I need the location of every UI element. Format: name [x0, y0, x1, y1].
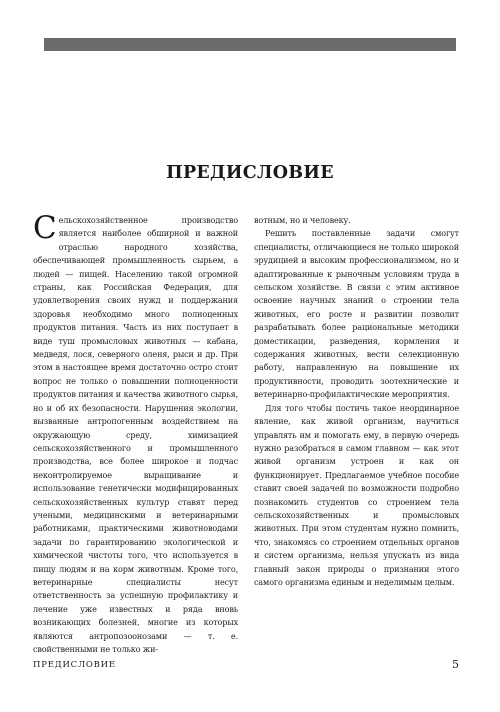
right-column: [254, 214, 459, 656]
page-footer: [33, 660, 459, 676]
left-column: [33, 210, 238, 656]
paragraph: Для того чтобы постичь такое неординарное явление, как живой организм, научиться управлять им и помогать ему, в первую очередь нужно разобраться в самом главном — как этот живой организм устроен и как он функционирует. Предлагаемое учебное пособие ставит своей задачей по возможности подробно познакомить студентов со строением тела сельскохозяйственных и промысловых животных. При этом студентам нужно помнить, что, знакомясь со строением отдельных органов и систем организма, нельзя упускать из вида главный закон природы о признании этого самого организма единым и неделимым целым.: [254, 402, 459, 587]
running-head: ПРЕДИСЛОВИЕ: [33, 660, 116, 670]
paragraph: Решить поставленные задачи смогут специалисты, отличающиеся не только широкой эрудицией и высоким профессионализмом, но и адаптированные к рыночным условиям труда в сельском хозяйстве. В связи с этим активное освоение научных знаний о строении тела животных, его росте и развитии позволит разрабатывать более рациональные методики доместикации, разведения, кормления и содержания животных, вести селекционную работу, направленную на повышение их продуктивности, проводить зоотехнические и ветеринарно-профилактические мероприятия.: [254, 228, 459, 400]
page-title: ПРЕДИСЛОВИЕ: [166, 163, 334, 183]
paragraph: [33, 210, 238, 656]
drop-cap: С: [33, 210, 57, 246]
header-rule-bar: [44, 38, 456, 51]
paragraph-text: ельскохозяйственное производство является наиболее обширной и важной отраслью народного хозяйства, обеспечивающей промышленность сырьем, а людей — пищей. Населению такой огромной страны, как Российская Федерация, для удовлетворения своих нужд и поддержания здоровья необходимо много полноценных продуктов питания. Часть из них поступает в виде туш промысловых животных — кабана, медведя, лося, северного оленя, рыси и др. При этом в настоящее время достаточно остро стоит вопрос не только о повышении полноценности продуктов питания и качества животного сырья, но и об их безопасности. Нарушения экологии, вызванные антропогенным воздействием на окружающую среду, химизацией сельскохозяйственного и промышленного производства, все более широкое и подчас неконтролируемое выращивание и использование генетически модифицированных сельскохозяйственных культур ставят перед учеными, медицинскими и ветеринарными работниками, практическими животноводами задачи по гарантированию экологической и химической чистоты того, что используется в пищу людям и на корм животным. Кроме того, ветеринарные специалисты несут ответственность за успешную профилактику и лечение уже известных и ряда вновь возникающих болезней, многие из которых являются антропозоонозами — т. е. свойственными не только жи-: [33, 215, 238, 654]
page-number: 5: [452, 658, 459, 671]
text-columns: [33, 210, 459, 656]
paragraph-continuation: вотным, но и человеку.: [254, 215, 351, 225]
